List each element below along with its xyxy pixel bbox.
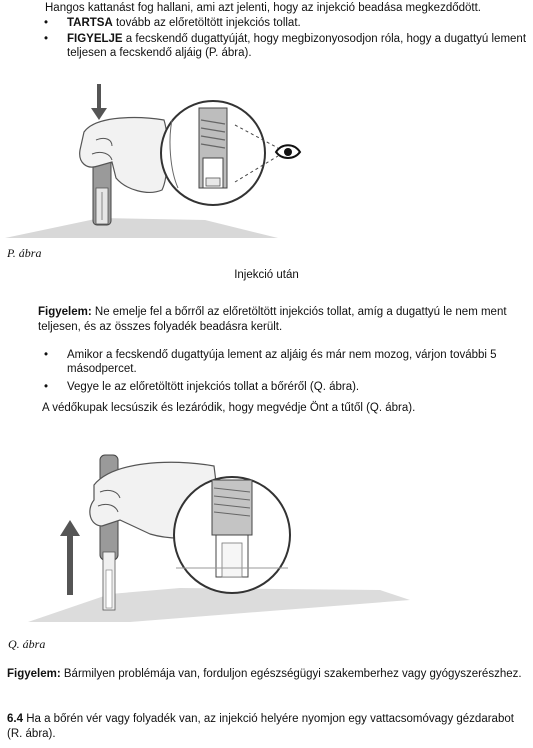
instruction-text: tovább az előretöltött injekciós tollat. [112,17,301,29]
list-item-text: Vegye le az előretöltött injekciós tollat a bőréről (Q. ábra). [67,381,360,393]
figure-caption-p: P. ábra [7,246,42,260]
section-title: Injekció után [234,269,299,281]
list-item [42,380,530,394]
magnified-window-icon [161,101,265,205]
intro-bullet-list [42,16,530,60]
warning-paragraph [7,667,532,681]
warning-label: Figyelem: [7,668,61,680]
step-number: 6.4 [7,713,23,725]
step-paragraph [7,712,529,742]
warning-text: Ne emelje fel a bőrről az előretöltött injekciós tollat, amíg a dugattyú le nem ment teljesen, és az összes folyadék beadásra került. [38,306,507,333]
bullet-icon: • [44,349,49,361]
instruction-text: a fecskendő dugattyúját, hogy megbizonyosodjon róla, hogy a dugattyú lement teljesen a fecskendő aljáig (P. ábra). [67,33,527,59]
instruction-keyword: FIGYELJE [67,33,123,45]
list-item-text: Amikor a fecskendő dugattyúja lement az aljáig és már nem mozog, várjon további 5 másodpercet. [67,349,497,375]
eye-icon [276,145,300,158]
magnified-window-icon [174,477,290,593]
figure-p-illustration [0,70,533,245]
figure-caption-q: Q. ábra [8,637,46,651]
step-text: Ha a bőrén vér vagy folyadék van, az injekció helyére nyomjon egy vattacsomóvagy gézdarabot (R. ábra). [7,713,514,740]
skin-surface [28,588,410,622]
warning-text: Bármilyen problémája van, forduljon egészségügyi szakemberhez vagy gyógyszerészhez. [60,668,522,680]
skin-surface [5,218,278,238]
list-item [42,16,530,30]
after-injection-list [42,348,530,394]
cap-note: A védőkupak lecsúszik és lezáródik, hogy megvédje Önt a tűtől (Q. ábra). [42,402,416,414]
warning-label: Figyelem: [38,306,92,318]
warning-paragraph [38,305,530,335]
intro-text: Hangos kattanást fog hallani, ami azt jelenti, hogy az injekció beadása megkezdődött. [45,2,481,14]
arrow-down-icon [91,84,107,120]
bullet-icon: • [44,33,49,45]
list-item [42,32,530,60]
arrow-up-icon [60,520,80,595]
instruction-keyword: TARTSA [67,17,113,29]
figure-q-illustration [0,440,533,630]
bullet-icon: • [44,17,49,29]
bullet-icon: • [44,381,49,393]
list-item [42,348,530,376]
